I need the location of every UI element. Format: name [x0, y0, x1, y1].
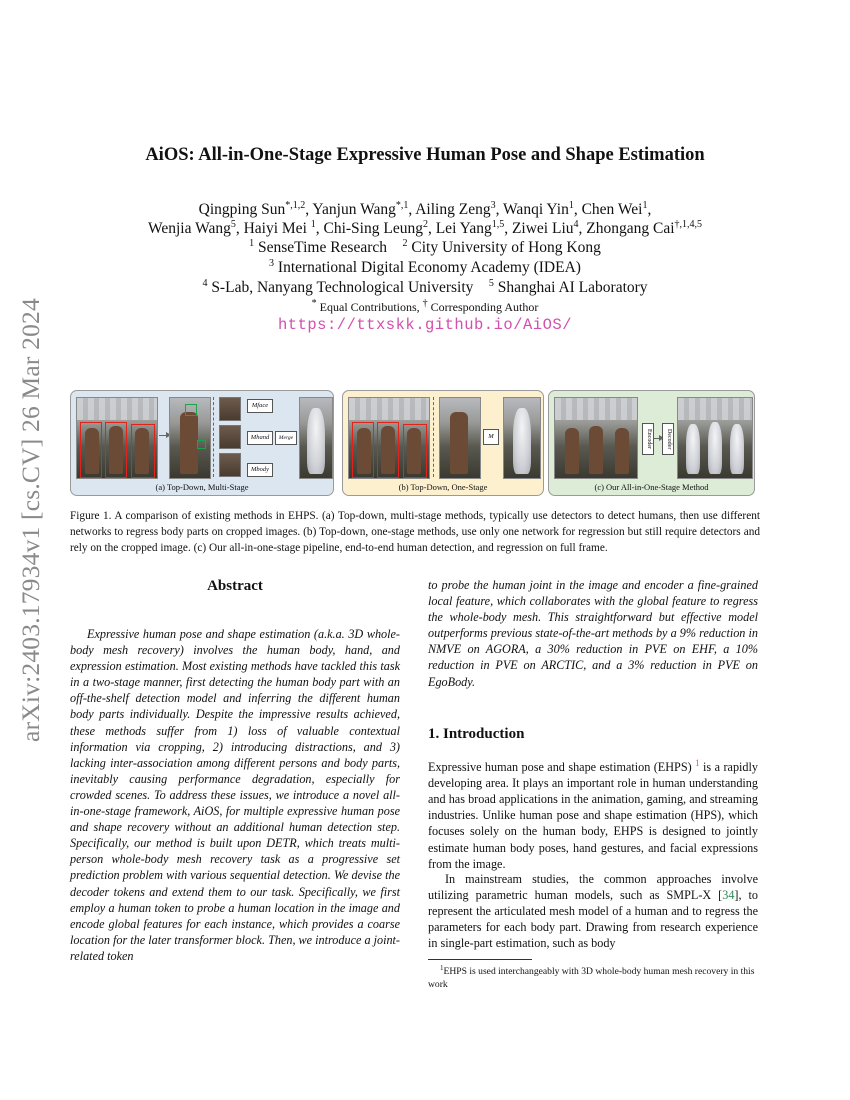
face-module: Mface: [247, 399, 273, 413]
cropped-person-photo: [169, 397, 211, 479]
equal-contribution-note: [0, 298, 850, 315]
sky-region: [349, 398, 429, 420]
decoder-block: Decoder: [662, 423, 674, 455]
author-superscript: 5: [230, 219, 236, 230]
intro-text: ], to represent the articulated mesh model of a human and to regress the parameters for each body part. Drawing from research experience in single-part estimation, such as body: [428, 888, 758, 951]
author-superscript: 1,5: [491, 219, 505, 230]
author-name: Wenjia Wang: [147, 220, 231, 238]
body-mesh: [307, 408, 325, 474]
panel-b-caption: (b) Top-Down, One-Stage: [398, 482, 488, 492]
intro-paragraph-2: [428, 871, 758, 951]
person-figure: [180, 412, 198, 474]
author-superscript: 2: [422, 219, 428, 230]
intro-text: is a rapidly developing area. It plays an important role in human understanding and has broad applications in the animation, gaming, and streaming industries. Unlike human pose and shape estimation (HPS), which focuses solely on the human body, EHPS is designed to jointly estimate human body poses, hand gestures, and facial expressions from the image.: [428, 760, 758, 871]
abstract-heading: Abstract: [207, 578, 263, 594]
section-heading-introduction: 1. Introduction: [428, 726, 525, 742]
author-name: , Ziwei Liu: [504, 220, 574, 238]
footnote-mark: 1: [440, 964, 444, 972]
affiliation-mark: 3: [269, 258, 275, 269]
sky-region: [555, 398, 637, 420]
scene-photo: [348, 397, 430, 479]
mesh-output-photo: [299, 397, 333, 479]
flow-arrow: [159, 435, 167, 436]
abstract-body: Expressive human pose and shape estimation (a.k.a. 3D whole-body mesh recovery) involves the human body, hand, and expression estimation. Most existing methods have tackled this task in a two-stage manner, first detecting the human body part with an off-the-shelf detection model and inferring the different human body parts individually. Despite the impressive results achieved, these methods suffer from 1) loss of valuable contextual information via cropping, 2) introducing distractions, and 3) lacking inter-association among different persons and body parts, inevitably causing performance degradation, especially for crowded scenes. To address these issues, we introduce a novel all-in-one-stage framework, AiOS, for multiple expressive human pose and shape recovery without an additional human detection step. Specifically, our method is built upon DETR, which treats multi-person whole-body mesh recovery task as a progressive set prediction problem with various sequential detection. We devise the decoder tokens and extend them to our task. Specifically, we first employ a human token to probe a human location in the image and encode global features for each instance, which provides a coarse location for the later transformer block. Then, we introduce a joint-related token: [70, 627, 400, 963]
intro-text: In mainstream studies, the common approaches involve utilizing parametric human models, such as SMPL-X [: [428, 872, 758, 903]
intro-text: Expressive human pose and shape estimation (EHPS): [428, 760, 696, 775]
sky-region: [77, 398, 157, 420]
affiliation-name: Shanghai AI Laboratory: [493, 279, 648, 297]
affiliation-line-3: [0, 278, 850, 297]
author-name: , Ailing Zeng: [408, 201, 491, 219]
arxiv-side-stamp: [8, 290, 54, 750]
panel-a-caption: (a) Top-Down, Multi-Stage: [155, 482, 249, 492]
sky-region: [678, 398, 752, 420]
abstract-body-continued: to probe the human joint in the image and encoder a fine-grained local feature, which collaborates with the global feature to regress the whole-body mesh. This straightforward but effective model outperforms previous state-of-the-art methods by a 9% reduction in NMVE on AGORA, a 30% reduction in PVE on EHF, a 10% reduction in PVE on ARCTIC, and a 3% reduction in PVE on EgoBody.: [428, 578, 758, 689]
detection-box: [377, 422, 399, 478]
note-text: Corresponding Author: [427, 300, 539, 314]
mesh-output-photo: [503, 397, 541, 479]
author-name: , Yanjun Wang: [305, 201, 396, 219]
author-name: , Chi-Sing Leung: [315, 220, 423, 238]
person-figure: [589, 426, 603, 474]
affiliation-mark: 5: [488, 278, 494, 289]
author-superscript: 3: [490, 200, 496, 211]
body-mesh: [730, 424, 744, 474]
note-mark: †: [422, 298, 428, 309]
hand-crop: [219, 425, 241, 449]
detection-box: [352, 422, 374, 478]
panel-c-caption: (c) Our All-in-One-Stage Method: [594, 482, 709, 492]
note-mark: *: [311, 298, 317, 309]
affiliation-mark: 1: [249, 238, 255, 249]
author-superscript: *,1: [395, 200, 409, 211]
hand-module: Mhand: [247, 431, 273, 445]
face-crop: [219, 397, 241, 421]
figure-panel-a: [70, 390, 334, 496]
person-figure: [450, 412, 468, 474]
body-module: Mbody: [247, 463, 273, 477]
citation-link[interactable]: 34: [722, 888, 735, 903]
author-line-2: [0, 219, 850, 238]
affiliation-name: S-Lab, Nanyang Technological University: [207, 279, 489, 297]
single-model: M: [483, 429, 499, 445]
footnote: [428, 962, 758, 991]
note-text: Equal Contributions,: [316, 300, 423, 314]
affiliation-mark: 4: [202, 278, 208, 289]
detection-box: [80, 422, 102, 478]
body-mesh: [686, 424, 700, 474]
person-figure: [565, 428, 579, 474]
footnote-divider: [428, 959, 532, 960]
figure-panel-b: [342, 390, 544, 496]
author-superscript: 1: [310, 219, 316, 230]
affiliation-line-1: [0, 238, 850, 257]
detection-box: [131, 424, 155, 478]
person-figure: [615, 428, 629, 474]
author-name: , Haiyi Mei: [235, 220, 311, 238]
affiliation-name: City University of Hong Kong: [407, 239, 601, 257]
affiliation-name: SenseTime Research: [254, 239, 403, 257]
paper-title: AiOS: All-in-One-Stage Expressive Human Pose and Shape Estimation: [145, 145, 705, 165]
author-name: Qingping Sun: [198, 201, 286, 219]
detection-box: [403, 424, 427, 478]
flow-arrow: [654, 438, 660, 439]
mesh-output-photo: [677, 397, 753, 479]
stage-divider: [213, 397, 214, 477]
author-superscript: 4: [573, 219, 579, 230]
scene-photo: [76, 397, 158, 479]
detection-box: [105, 422, 127, 478]
arxiv-id-text: arXiv:2403.17934v1 [cs.CV] 26 Mar 2024: [16, 298, 45, 742]
author-separator: ,: [647, 201, 652, 219]
body-mesh: [513, 408, 531, 474]
stage-divider: [433, 397, 434, 477]
author-line-1: [0, 200, 850, 219]
author-name: , Wanqi Yin: [495, 201, 569, 219]
intro-paragraph-1: [428, 755, 758, 872]
affiliation-mark: 2: [402, 238, 408, 249]
author-superscript: †,1,4,5: [674, 219, 703, 230]
figure-panel-c: [548, 390, 755, 496]
face-box: [185, 404, 197, 416]
affiliation-name: International Digital Economy Academy (IDEA): [274, 259, 581, 277]
author-name: , Chen Wei: [573, 201, 643, 219]
author-name: , Zhongang Cai: [578, 220, 675, 238]
affiliation-line-2: [0, 258, 850, 277]
body-crop: [219, 453, 241, 477]
figure-caption: Figure 1. A comparison of existing methods in EHPS. (a) Top-down, multi-stage methods, typically use detectors to detect humans, then use different networks to regress body parts on cropped images. (b) Top-down, one-stage methods, use only one network for regression but still require detectors and rely on the cropped image. (c) Our all-in-one-stage pipeline, end-to-end human detection, and regression on full frame.: [70, 510, 760, 554]
author-superscript: *,1,2: [285, 200, 306, 211]
project-url-link[interactable]: https://ttxskk.github.io/AiOS/: [277, 316, 573, 334]
merge-module: Merge: [275, 431, 297, 445]
cropped-person-photo: [439, 397, 481, 479]
footnote-ref-link[interactable]: 1: [695, 758, 700, 768]
body-mesh: [708, 422, 722, 474]
encoder-block: Encoder: [642, 423, 654, 455]
scene-photo: [554, 397, 638, 479]
author-superscript: 1: [642, 200, 648, 211]
author-superscript: 1: [568, 200, 574, 211]
author-name: , Lei Yang: [427, 220, 492, 238]
hand-box: [197, 440, 206, 449]
footnote-text: EHPS is used interchangeably with 3D whole-body human mesh recovery in this work: [428, 966, 755, 991]
